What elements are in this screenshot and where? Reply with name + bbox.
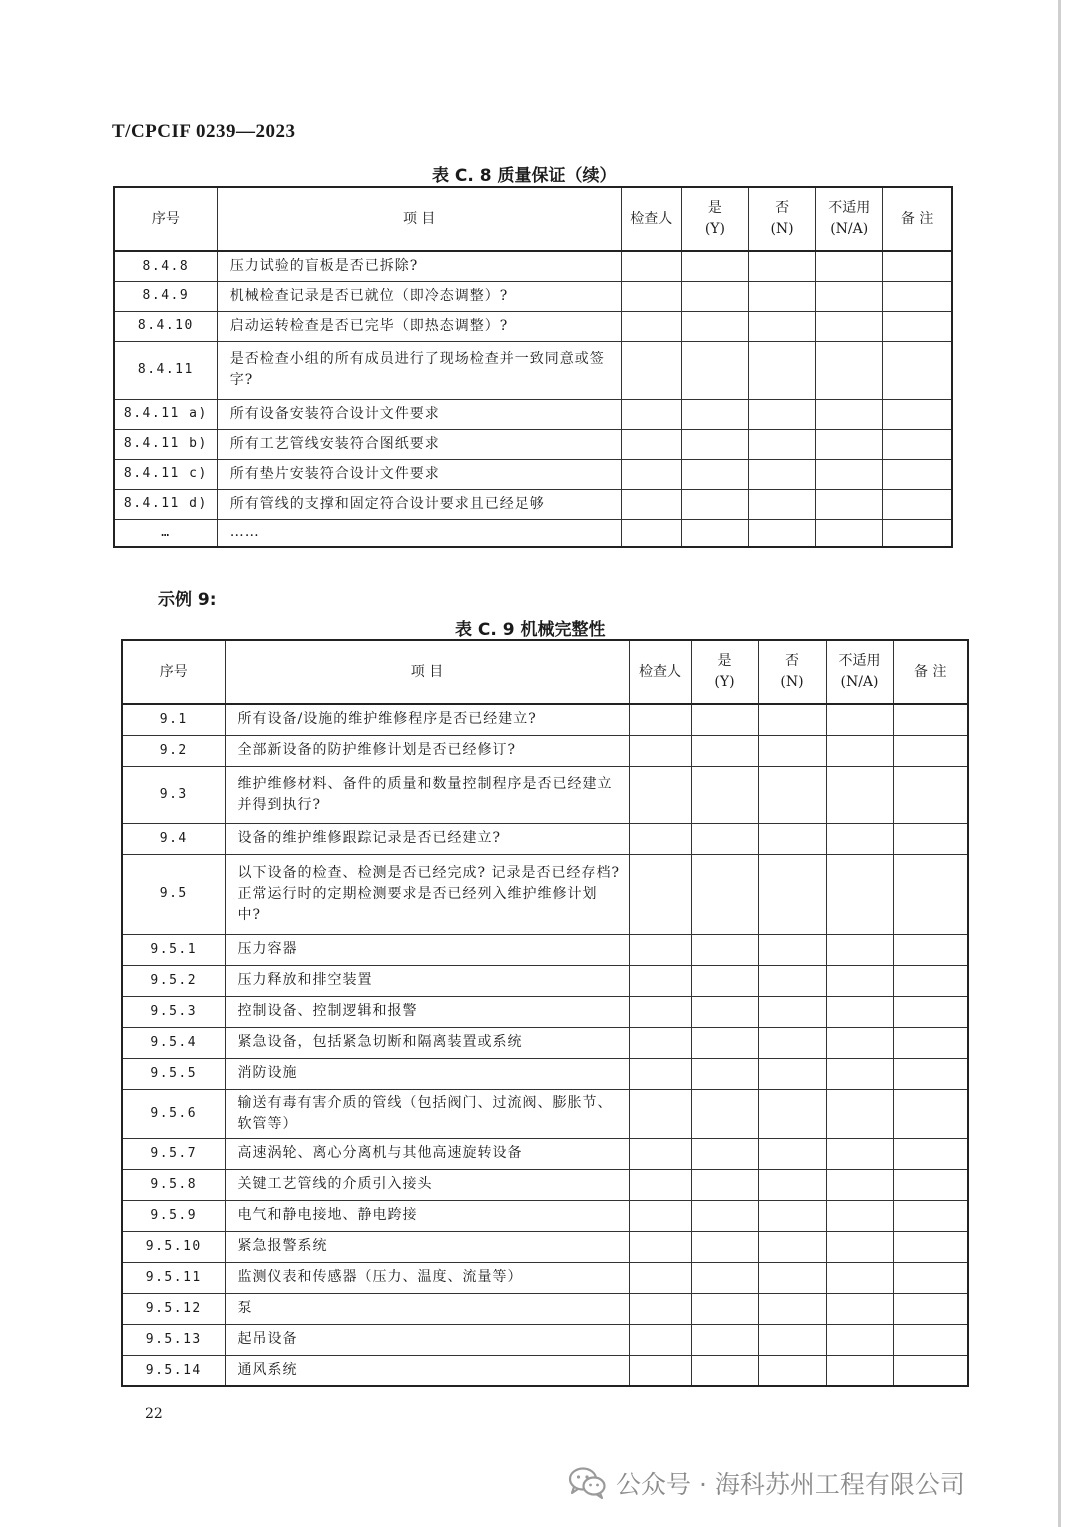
row-code: 8.4.11 bbox=[114, 341, 217, 399]
no-cell[interactable] bbox=[748, 311, 815, 341]
row-code: 8.4.11 b) bbox=[114, 429, 217, 459]
header-no-label: 否 bbox=[785, 653, 799, 669]
inspector-cell[interactable] bbox=[621, 489, 681, 519]
header-na bbox=[816, 187, 883, 251]
table-c9-caption: 表 C. 9 机械完整性 bbox=[455, 620, 606, 640]
inspector-cell[interactable] bbox=[621, 341, 681, 399]
yes-cell[interactable] bbox=[691, 1027, 758, 1058]
na-cell[interactable] bbox=[816, 399, 883, 429]
table-row bbox=[122, 1324, 968, 1355]
na-cell[interactable] bbox=[826, 704, 893, 735]
remark-cell[interactable] bbox=[893, 1231, 968, 1262]
na-cell[interactable] bbox=[826, 854, 893, 934]
yes-cell[interactable] bbox=[691, 1231, 758, 1262]
yes-cell[interactable] bbox=[691, 1293, 758, 1324]
na-cell[interactable] bbox=[816, 281, 883, 311]
page-edge-shadow bbox=[1058, 0, 1061, 1527]
na-cell[interactable] bbox=[826, 934, 893, 965]
row-code: 8.4.11 a) bbox=[114, 399, 217, 429]
remark-cell[interactable] bbox=[883, 399, 952, 429]
row-code: 9.5.9 bbox=[122, 1200, 225, 1231]
row-item: 泵 bbox=[225, 1293, 629, 1324]
remark-cell[interactable] bbox=[893, 704, 968, 735]
no-cell[interactable] bbox=[758, 823, 826, 854]
row-code: 9.5.4 bbox=[122, 1027, 225, 1058]
remark-cell[interactable] bbox=[893, 735, 968, 766]
remark-cell[interactable] bbox=[883, 341, 952, 399]
na-cell[interactable] bbox=[816, 311, 883, 341]
row-item: 所有工艺管线安装符合图纸要求 bbox=[217, 429, 621, 459]
na-cell[interactable] bbox=[826, 1262, 893, 1293]
remark-cell[interactable] bbox=[893, 766, 968, 823]
row-item: 机械检查记录是否已就位（即冷态调整）? bbox=[217, 281, 621, 311]
row-item: 控制设备、控制逻辑和报警 bbox=[225, 996, 629, 1027]
inspector-cell[interactable] bbox=[621, 429, 681, 459]
yes-cell[interactable] bbox=[691, 1262, 758, 1293]
row-item: 维护维修材料、备件的质量和数量控制程序是否已经建立并得到执行? bbox=[225, 766, 629, 823]
table-row bbox=[122, 1200, 968, 1231]
header-remark: 备 注 bbox=[883, 187, 952, 251]
inspector-cell[interactable] bbox=[629, 1324, 691, 1355]
inspector-cell[interactable] bbox=[629, 1027, 691, 1058]
na-cell[interactable] bbox=[826, 823, 893, 854]
remark-cell[interactable] bbox=[893, 1262, 968, 1293]
remark-cell[interactable] bbox=[883, 251, 952, 281]
no-cell[interactable] bbox=[748, 399, 815, 429]
inspector-cell[interactable] bbox=[629, 1262, 691, 1293]
table-row bbox=[114, 519, 952, 547]
remark-cell[interactable] bbox=[893, 1293, 968, 1324]
wechat-watermark bbox=[568, 1464, 965, 1502]
table-row bbox=[122, 1355, 968, 1386]
yes-cell[interactable] bbox=[691, 1089, 758, 1138]
row-code: 9.5.13 bbox=[122, 1324, 225, 1355]
row-item: 压力释放和排空装置 bbox=[225, 965, 629, 996]
remark-cell[interactable] bbox=[883, 311, 952, 341]
na-cell[interactable] bbox=[826, 996, 893, 1027]
row-item: 设备的维护维修跟踪记录是否已经建立? bbox=[225, 823, 629, 854]
header-na bbox=[826, 640, 893, 704]
no-cell[interactable] bbox=[758, 1169, 826, 1200]
yes-cell[interactable] bbox=[681, 341, 748, 399]
no-cell[interactable] bbox=[758, 1089, 826, 1138]
row-code: 9.4 bbox=[122, 823, 225, 854]
na-cell[interactable] bbox=[816, 489, 883, 519]
remark-cell[interactable] bbox=[883, 489, 952, 519]
na-cell[interactable] bbox=[826, 766, 893, 823]
yes-cell[interactable] bbox=[681, 399, 748, 429]
row-code: 9.5.2 bbox=[122, 965, 225, 996]
yes-cell[interactable] bbox=[681, 311, 748, 341]
na-cell[interactable] bbox=[826, 1231, 893, 1262]
row-code: 9.5.7 bbox=[122, 1138, 225, 1169]
inspector-cell[interactable] bbox=[629, 823, 691, 854]
row-item: 压力容器 bbox=[225, 934, 629, 965]
row-code: 8.4.8 bbox=[114, 251, 217, 281]
inspector-cell[interactable] bbox=[629, 996, 691, 1027]
na-cell[interactable] bbox=[826, 965, 893, 996]
header-yes-label: 是 bbox=[717, 653, 732, 669]
yes-cell[interactable] bbox=[691, 1138, 758, 1169]
document-code: T/CPCIF 0239—2023 bbox=[112, 121, 296, 142]
inspector-cell[interactable] bbox=[629, 934, 691, 965]
inspector-cell[interactable] bbox=[629, 735, 691, 766]
table-row bbox=[122, 704, 968, 735]
table-row bbox=[114, 489, 952, 519]
row-item: 电气和静电接地、静电跨接 bbox=[225, 1200, 629, 1231]
row-code: 9.5.6 bbox=[122, 1089, 225, 1138]
no-cell[interactable] bbox=[758, 766, 826, 823]
inspector-cell[interactable] bbox=[621, 519, 681, 547]
no-cell[interactable] bbox=[758, 1293, 826, 1324]
yes-cell[interactable] bbox=[691, 934, 758, 965]
yes-cell[interactable] bbox=[681, 459, 748, 489]
no-cell[interactable] bbox=[758, 1138, 826, 1169]
inspector-cell[interactable] bbox=[621, 281, 681, 311]
row-code: 9.5.5 bbox=[122, 1058, 225, 1089]
yes-cell[interactable] bbox=[691, 996, 758, 1027]
na-cell[interactable] bbox=[826, 1200, 893, 1231]
row-item: 所有垫片安装符合设计文件要求 bbox=[217, 459, 621, 489]
yes-cell[interactable] bbox=[691, 1200, 758, 1231]
inspector-cell[interactable] bbox=[629, 1089, 691, 1138]
remark-cell[interactable] bbox=[893, 1169, 968, 1200]
header-inspector: 检查人 bbox=[621, 187, 681, 251]
inspector-cell[interactable] bbox=[621, 459, 681, 489]
yes-cell[interactable] bbox=[691, 1169, 758, 1200]
yes-cell[interactable] bbox=[681, 519, 748, 547]
remark-cell[interactable] bbox=[893, 1200, 968, 1231]
row-code: 8.4.11 d) bbox=[114, 489, 217, 519]
remark-cell[interactable] bbox=[893, 934, 968, 965]
na-cell[interactable] bbox=[816, 251, 883, 281]
table-row bbox=[114, 281, 952, 311]
header-seq: 序号 bbox=[122, 640, 225, 704]
yes-cell[interactable] bbox=[691, 1058, 758, 1089]
header-yes bbox=[691, 640, 758, 704]
yes-cell[interactable] bbox=[691, 965, 758, 996]
row-code: 9.5.12 bbox=[122, 1293, 225, 1324]
no-cell[interactable] bbox=[758, 1200, 826, 1231]
remark-cell[interactable] bbox=[893, 1355, 968, 1386]
no-cell[interactable] bbox=[748, 341, 815, 399]
no-cell[interactable] bbox=[758, 704, 826, 735]
remark-cell[interactable] bbox=[883, 281, 952, 311]
row-item: 关键工艺管线的介质引入接头 bbox=[225, 1169, 629, 1200]
no-cell[interactable] bbox=[758, 996, 826, 1027]
page-number: 22 bbox=[145, 1406, 163, 1422]
row-item: …… bbox=[217, 519, 621, 547]
inspector-cell[interactable] bbox=[629, 1169, 691, 1200]
yes-cell[interactable] bbox=[691, 854, 758, 934]
row-item: 起吊设备 bbox=[225, 1324, 629, 1355]
row-item: 所有设备安装符合设计文件要求 bbox=[217, 399, 621, 429]
table-header-row bbox=[114, 187, 952, 251]
row-item: 以下设备的检查、检测是否已经完成? 记录是否已经存档? 正常运行时的定期检测要求是否已经列入维护维修计划中? bbox=[225, 854, 629, 934]
table-row bbox=[122, 1293, 968, 1324]
header-na-label: 不适用 bbox=[828, 200, 871, 216]
table-row bbox=[114, 311, 952, 341]
table-row bbox=[122, 934, 968, 965]
table-row bbox=[114, 459, 952, 489]
row-code: 9.3 bbox=[122, 766, 225, 823]
no-cell[interactable] bbox=[758, 934, 826, 965]
no-cell[interactable] bbox=[758, 965, 826, 996]
no-cell[interactable] bbox=[758, 1324, 826, 1355]
no-cell[interactable] bbox=[758, 854, 826, 934]
na-cell[interactable] bbox=[826, 735, 893, 766]
yes-cell[interactable] bbox=[691, 704, 758, 735]
inspector-cell[interactable] bbox=[621, 251, 681, 281]
remark-cell[interactable] bbox=[893, 965, 968, 996]
row-code: 9.5.1 bbox=[122, 934, 225, 965]
header-no-code: (N) bbox=[780, 674, 804, 690]
table-row bbox=[122, 1231, 968, 1262]
header-remark: 备 注 bbox=[893, 640, 968, 704]
table-c9 bbox=[121, 639, 969, 1387]
table-row bbox=[114, 341, 952, 399]
header-item: 项 目 bbox=[225, 640, 629, 704]
no-cell[interactable] bbox=[748, 489, 815, 519]
table-row bbox=[114, 399, 952, 429]
inspector-cell[interactable] bbox=[629, 766, 691, 823]
inspector-cell[interactable] bbox=[629, 1138, 691, 1169]
no-cell[interactable] bbox=[758, 1262, 826, 1293]
no-cell[interactable] bbox=[758, 1027, 826, 1058]
row-item: 所有管线的支撑和固定符合设计要求且已经足够 bbox=[217, 489, 621, 519]
na-cell[interactable] bbox=[816, 429, 883, 459]
no-cell[interactable] bbox=[748, 519, 815, 547]
na-cell[interactable] bbox=[826, 1169, 893, 1200]
na-cell[interactable] bbox=[826, 1293, 893, 1324]
yes-cell[interactable] bbox=[691, 1324, 758, 1355]
row-item: 通风系统 bbox=[225, 1355, 629, 1386]
header-yes-code: (Y) bbox=[704, 221, 725, 237]
row-code: 8.4.10 bbox=[114, 311, 217, 341]
row-code: 8.4.9 bbox=[114, 281, 217, 311]
remark-cell[interactable] bbox=[893, 1138, 968, 1169]
na-cell[interactable] bbox=[826, 1089, 893, 1138]
table-c8-caption: 表 C. 8 质量保证（续） bbox=[432, 166, 617, 186]
no-cell[interactable] bbox=[758, 1355, 826, 1386]
remark-cell[interactable] bbox=[893, 1324, 968, 1355]
inspector-cell[interactable] bbox=[629, 854, 691, 934]
remark-cell[interactable] bbox=[883, 519, 952, 547]
row-code: 9.5.10 bbox=[122, 1231, 225, 1262]
no-cell[interactable] bbox=[748, 251, 815, 281]
table-row bbox=[122, 823, 968, 854]
remark-cell[interactable] bbox=[893, 1058, 968, 1089]
remark-cell[interactable] bbox=[893, 854, 968, 934]
header-yes bbox=[681, 187, 748, 251]
table-row bbox=[122, 1169, 968, 1200]
table-row bbox=[122, 965, 968, 996]
no-cell[interactable] bbox=[758, 1231, 826, 1262]
yes-cell[interactable] bbox=[691, 823, 758, 854]
row-code: … bbox=[114, 519, 217, 547]
row-item: 所有设备/设施的维护维修程序是否已经建立? bbox=[225, 704, 629, 735]
no-cell[interactable] bbox=[748, 429, 815, 459]
table-row bbox=[122, 1089, 968, 1138]
table-row bbox=[122, 766, 968, 823]
row-code: 9.5.3 bbox=[122, 996, 225, 1027]
header-na-code: (N/A) bbox=[830, 221, 869, 237]
table-row bbox=[122, 735, 968, 766]
header-no-label: 否 bbox=[775, 200, 790, 216]
inspector-cell[interactable] bbox=[629, 965, 691, 996]
na-cell[interactable] bbox=[826, 1324, 893, 1355]
remark-cell[interactable] bbox=[893, 1027, 968, 1058]
inspector-cell[interactable] bbox=[629, 1058, 691, 1089]
header-na-label: 不适用 bbox=[838, 653, 881, 669]
no-cell[interactable] bbox=[758, 735, 826, 766]
row-item: 全部新设备的防护维修计划是否已经修订? bbox=[225, 735, 629, 766]
no-cell[interactable] bbox=[758, 1058, 826, 1089]
inspector-cell[interactable] bbox=[621, 311, 681, 341]
table-header-row bbox=[122, 640, 968, 704]
inspector-cell[interactable] bbox=[629, 1200, 691, 1231]
table-row bbox=[122, 854, 968, 934]
example-label: 示例 9: bbox=[158, 590, 217, 610]
table-row bbox=[114, 251, 952, 281]
remark-cell[interactable] bbox=[883, 459, 952, 489]
table-c9-body bbox=[122, 704, 968, 1386]
na-cell[interactable] bbox=[826, 1058, 893, 1089]
yes-cell[interactable] bbox=[681, 251, 748, 281]
row-code: 9.2 bbox=[122, 735, 225, 766]
table-row bbox=[122, 1058, 968, 1089]
row-item: 高速涡轮、离心分离机与其他高速旋转设备 bbox=[225, 1138, 629, 1169]
remark-cell[interactable] bbox=[893, 1089, 968, 1138]
row-code: 9.5 bbox=[122, 854, 225, 934]
yes-cell[interactable] bbox=[681, 489, 748, 519]
na-cell[interactable] bbox=[826, 1027, 893, 1058]
yes-cell[interactable] bbox=[691, 766, 758, 823]
inspector-cell[interactable] bbox=[621, 399, 681, 429]
yes-cell[interactable] bbox=[691, 735, 758, 766]
row-code: 9.5.11 bbox=[122, 1262, 225, 1293]
remark-cell[interactable] bbox=[893, 823, 968, 854]
row-item: 监测仪表和传感器（压力、温度、流量等） bbox=[225, 1262, 629, 1293]
header-yes-code: (Y) bbox=[714, 674, 735, 690]
header-no bbox=[758, 640, 826, 704]
table-row bbox=[122, 1262, 968, 1293]
header-seq: 序号 bbox=[114, 187, 217, 251]
row-item: 输送有毒有害介质的管线（包括阀门、过流阀、膨胀节、软管等） bbox=[225, 1089, 629, 1138]
row-item: 消防设施 bbox=[225, 1058, 629, 1089]
remark-cell[interactable] bbox=[883, 429, 952, 459]
row-item: 压力试验的盲板是否已拆除? bbox=[217, 251, 621, 281]
wechat-icon bbox=[568, 1466, 606, 1500]
header-no-code: (N) bbox=[770, 221, 794, 237]
yes-cell[interactable] bbox=[691, 1355, 758, 1386]
header-no bbox=[748, 187, 815, 251]
inspector-cell[interactable] bbox=[629, 1293, 691, 1324]
row-code: 9.5.8 bbox=[122, 1169, 225, 1200]
row-item: 紧急设备，包括紧急切断和隔离装置或系统 bbox=[225, 1027, 629, 1058]
header-item: 项 目 bbox=[217, 187, 621, 251]
table-c8 bbox=[113, 186, 953, 548]
inspector-cell[interactable] bbox=[629, 1231, 691, 1262]
yes-cell[interactable] bbox=[681, 429, 748, 459]
row-item: 启动运转检查是否已完毕（即热态调整）? bbox=[217, 311, 621, 341]
row-item: 是否检查小组的所有成员进行了现场检查并一致同意或签字? bbox=[217, 341, 621, 399]
no-cell[interactable] bbox=[748, 459, 815, 489]
inspector-cell[interactable] bbox=[629, 1355, 691, 1386]
na-cell[interactable] bbox=[826, 1138, 893, 1169]
row-code: 9.1 bbox=[122, 704, 225, 735]
table-row bbox=[114, 429, 952, 459]
yes-cell[interactable] bbox=[681, 281, 748, 311]
na-cell[interactable] bbox=[826, 1355, 893, 1386]
na-cell[interactable] bbox=[816, 519, 883, 547]
no-cell[interactable] bbox=[748, 281, 815, 311]
header-na-code: (N/A) bbox=[840, 674, 879, 690]
row-code: 8.4.11 c) bbox=[114, 459, 217, 489]
inspector-cell[interactable] bbox=[629, 704, 691, 735]
watermark-text: 公众号 · 海科苏州工程有限公司 bbox=[616, 1470, 965, 1499]
remark-cell[interactable] bbox=[893, 996, 968, 1027]
header-inspector: 检查人 bbox=[629, 640, 691, 704]
table-row bbox=[122, 1027, 968, 1058]
table-row bbox=[122, 996, 968, 1027]
na-cell[interactable] bbox=[816, 459, 883, 489]
table-c8-body bbox=[114, 251, 952, 547]
row-code: 9.5.14 bbox=[122, 1355, 225, 1386]
na-cell[interactable] bbox=[816, 341, 883, 399]
table-row bbox=[122, 1138, 968, 1169]
header-yes-label: 是 bbox=[707, 200, 722, 216]
row-item: 紧急报警系统 bbox=[225, 1231, 629, 1262]
